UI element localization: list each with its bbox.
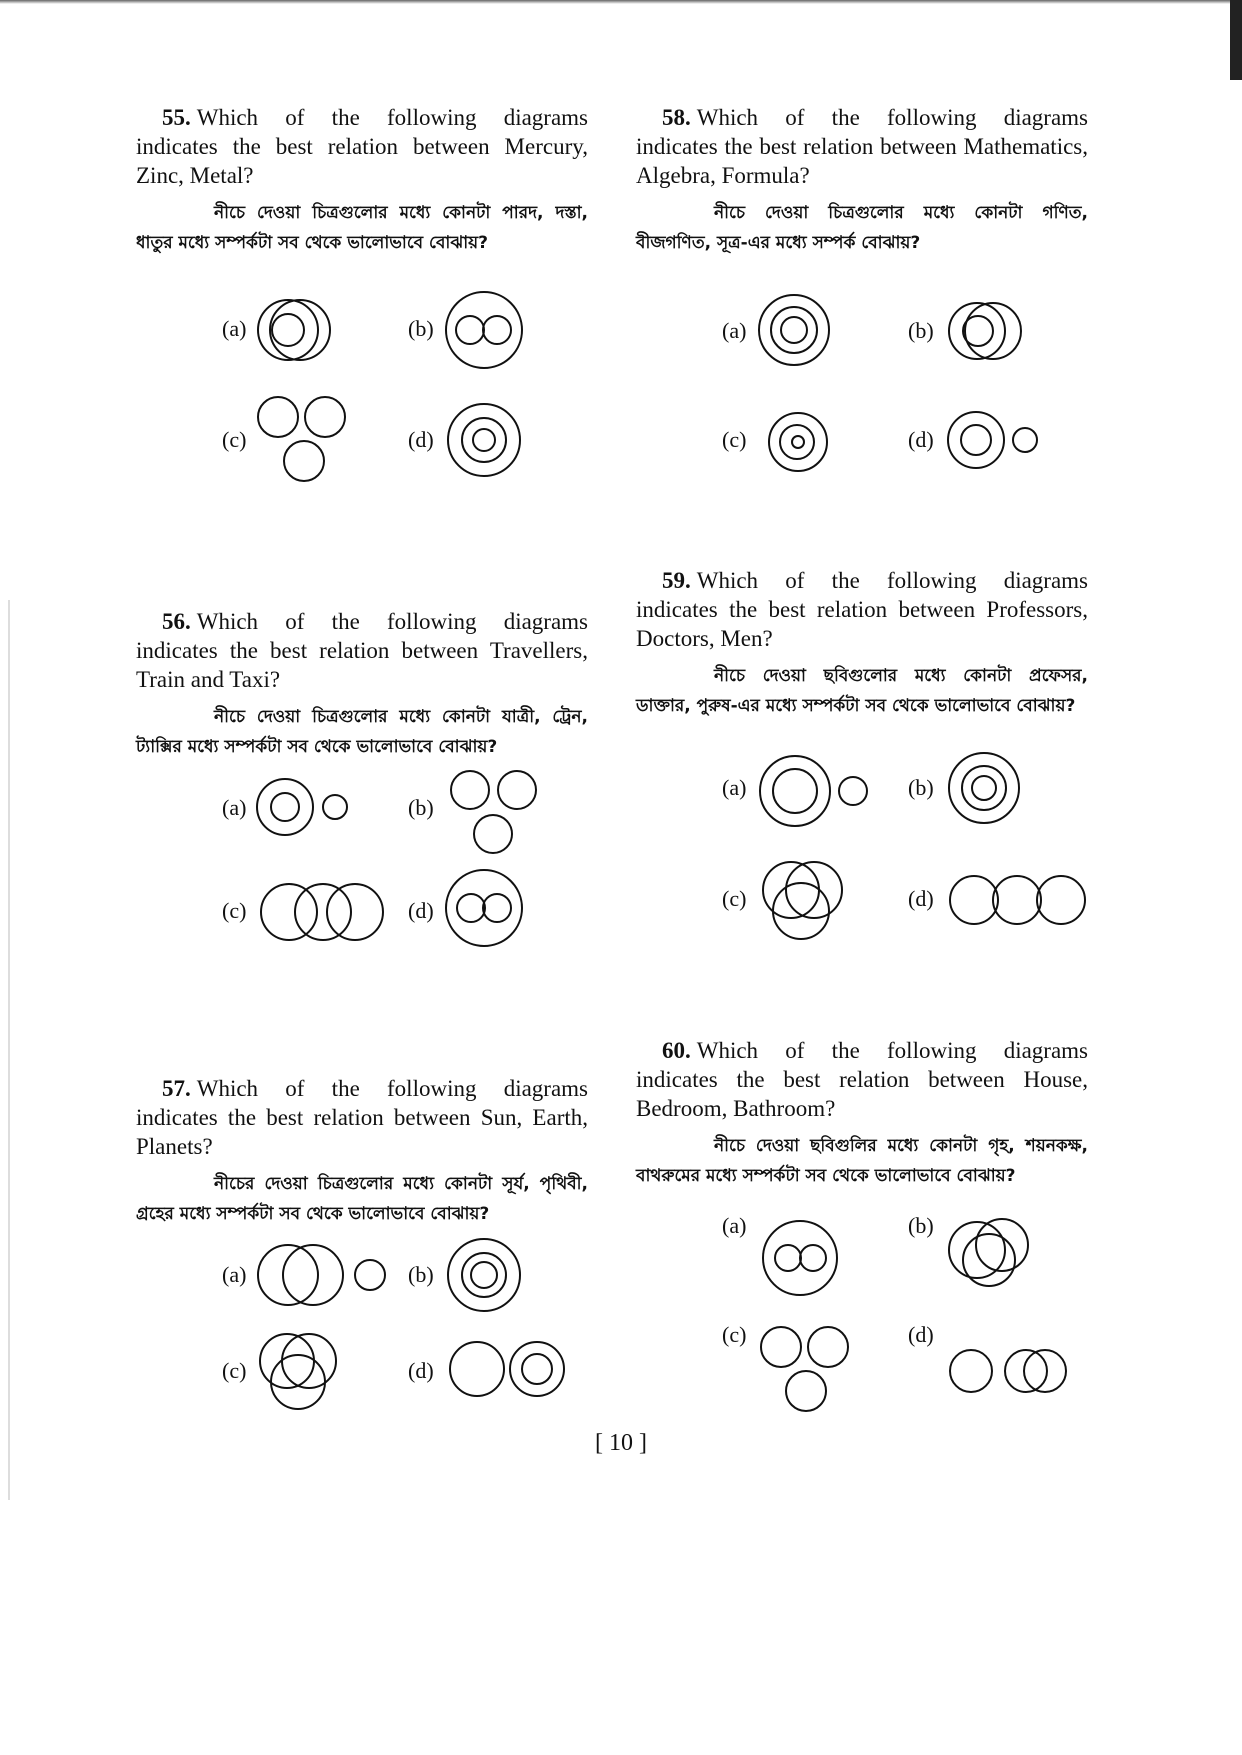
q60-option-c-diagram: [758, 1325, 853, 1415]
q57-option-d-label[interactable]: (d): [408, 1358, 434, 1383]
q55-option-a-label[interactable]: (a): [222, 316, 247, 341]
question-58: [636, 103, 1088, 258]
q60-option-a-label[interactable]: (a): [722, 1213, 747, 1238]
question-59-bengali: নীচে দেওয়া ছবিগুলোর মধ্যে কোনটা প্রফেসর, ডাক্তার, পুরুষ-এর মধ্যে সম্পর্কটা সব থেকে ভালোভাবে বোঝায়?: [636, 666, 1088, 716]
q57-option-b-diagram: [444, 1235, 524, 1315]
q55-option-d-label[interactable]: (d): [408, 427, 434, 452]
q60-option-b-diagram: [944, 1215, 1034, 1295]
question-57-text: Which of the following diagrams indicates the best relation between Sun, Earth, Planets?: [136, 1076, 588, 1159]
q59-option-b-diagram: [944, 750, 1024, 830]
question-56-english: [136, 607, 588, 694]
q55-option-c-label[interactable]: (c): [222, 427, 247, 452]
q57-option-a-diagram: [255, 1240, 390, 1310]
q58-option-b-diagram: [944, 296, 1029, 366]
q57-option-d-diagram: [448, 1337, 568, 1402]
question-57: [136, 1074, 588, 1229]
q60-option-d-label[interactable]: (d): [908, 1322, 934, 1347]
q55-option-b-label[interactable]: (b): [408, 316, 434, 341]
question-58-bengali: নীচে দেওয়া চিত্রগুলোর মধ্যে কোনটা গণিত, বীজগণিত, সূত্র-এর মধ্যে সম্পর্ক বোঝায়?: [636, 203, 1088, 253]
q55-option-a-diagram: [255, 290, 335, 370]
question-56-number: 56.: [162, 609, 191, 634]
q58-option-a-label[interactable]: (a): [722, 318, 747, 343]
question-59-number: 59.: [662, 568, 691, 593]
question-60-english: [636, 1036, 1088, 1123]
q59-option-d-diagram: [944, 872, 1089, 932]
q58-option-c-diagram: [756, 410, 841, 475]
q55-option-d-diagram: [444, 400, 524, 480]
q59-option-c-diagram: [756, 858, 851, 948]
q60-option-d-diagram: [944, 1345, 1074, 1400]
q56-option-d-diagram: [444, 868, 524, 948]
question-57-english: [136, 1074, 588, 1161]
q56-option-c-diagram: [255, 880, 385, 945]
q59-option-a-label[interactable]: (a): [722, 775, 747, 800]
scan-edge-left: [8, 600, 10, 1500]
scan-edge-top: [0, 0, 1242, 4]
question-59-english: [636, 566, 1088, 653]
q58-option-b-label[interactable]: (b): [908, 318, 934, 343]
question-59-text: Which of the following diagrams indicates the best relation between Professors, Doctors, Men?: [636, 568, 1088, 651]
q56-option-b-label[interactable]: (b): [408, 795, 434, 820]
question-58-text: Which of the following diagrams indicates the best relation between Mathematics, Algebra, Formula?: [636, 105, 1088, 188]
question-55-text: Which of the following diagrams indicates the best relation between Mercury, Zinc, Metal?: [136, 105, 588, 188]
scan-edge-right: [1230, 0, 1242, 80]
question-59: [636, 566, 1088, 721]
question-56-text: Which of the following diagrams indicates the best relation between Travellers, Train and Taxi?: [136, 609, 588, 692]
question-60-bengali: নীচে দেওয়া ছবিগুলির মধ্যে কোনটা গৃহ, শয়নকক্ষ, বাথরুমের মধ্যে সম্পর্কটা সব থেকে ভালোভাবে বোঝায়?: [636, 1136, 1088, 1186]
question-55: [136, 103, 588, 258]
q58-option-a-diagram: [756, 292, 836, 372]
q59-option-b-label[interactable]: (b): [908, 775, 934, 800]
q57-option-a-label[interactable]: (a): [222, 1262, 247, 1287]
q56-option-d-label[interactable]: (d): [408, 898, 434, 923]
question-58-english: [636, 103, 1088, 190]
question-55-english: [136, 103, 588, 190]
q56-option-a-diagram: [255, 775, 355, 840]
question-60-text: Which of the following diagrams indicates the best relation between House, Bedroom, Bathroom?: [636, 1038, 1088, 1121]
q60-option-b-label[interactable]: (b): [908, 1213, 934, 1238]
question-55-number: 55.: [162, 105, 191, 130]
q56-option-c-label[interactable]: (c): [222, 898, 247, 923]
q55-option-b-diagram: [444, 290, 524, 370]
q60-option-c-label[interactable]: (c): [722, 1322, 747, 1347]
question-60-number: 60.: [662, 1038, 691, 1063]
question-57-bengali: নীচের দেওয়া চিত্রগুলোর মধ্যে কোনটা সূর্য, পৃথিবী, গ্রহের মধ্যে সম্পর্কটা সব থেকে ভালোভাবে বোঝায়?: [136, 1174, 588, 1224]
q56-option-b-diagram: [448, 770, 543, 860]
q59-option-d-label[interactable]: (d): [908, 886, 934, 911]
q57-option-c-label[interactable]: (c): [222, 1358, 247, 1383]
q59-option-a-diagram: [756, 753, 871, 833]
question-60: [636, 1036, 1088, 1191]
q58-option-c-label[interactable]: (c): [722, 427, 747, 452]
q58-option-d-label[interactable]: (d): [908, 427, 934, 452]
question-57-number: 57.: [162, 1076, 191, 1101]
q57-option-b-label[interactable]: (b): [408, 1262, 434, 1287]
page-number: [ 10 ]: [595, 1430, 647, 1456]
q59-option-c-label[interactable]: (c): [722, 886, 747, 911]
question-56-bengali: নীচে দেওয়া চিত্রগুলোর মধ্যে কোনটা যাত্রী, ট্রেন, ট্যাক্সির মধ্যে সম্পর্কটা সব থেকে ভালোভাবে বোঝায়?: [136, 707, 588, 757]
question-56: [136, 607, 588, 762]
q57-option-c-diagram: [255, 1328, 345, 1418]
question-55-bengali: নীচে দেওয়া চিত্রগুলোর মধ্যে কোনটা পারদ, দস্তা, ধাতুর মধ্যে সম্পর্কটা সব থেকে ভালোভাবে বোঝায়?: [136, 203, 588, 253]
q58-option-d-diagram: [944, 408, 1044, 473]
q56-option-a-label[interactable]: (a): [222, 795, 247, 820]
question-58-number: 58.: [662, 105, 691, 130]
q55-option-c-diagram: [255, 395, 350, 485]
q60-option-a-diagram: [758, 1220, 843, 1300]
